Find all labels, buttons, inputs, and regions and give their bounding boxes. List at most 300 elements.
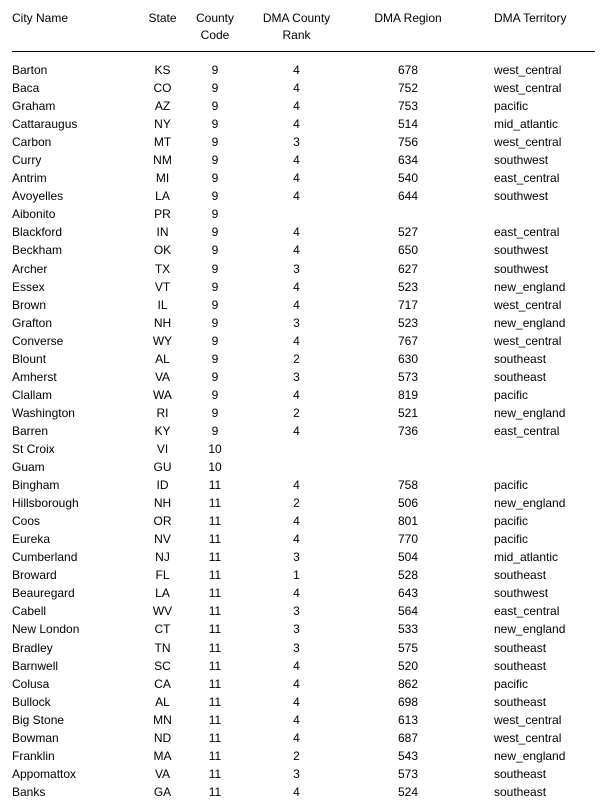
cell-state: ID xyxy=(156,478,169,493)
cell-dma-territory: southwest xyxy=(494,153,549,168)
cell-dma-region: 650 xyxy=(397,243,419,258)
table-row xyxy=(12,747,595,765)
cell-county-code: 9 xyxy=(211,387,219,402)
cell-dma-region: 564 xyxy=(397,604,419,619)
cell-city-name: Avoyelles xyxy=(12,189,64,204)
cell-county-code: 11 xyxy=(208,568,222,583)
col-header-state xyxy=(140,10,185,27)
cell-state: NJ xyxy=(155,550,170,565)
cell-city-name: St Croix xyxy=(12,441,55,456)
cell-dma-territory: west_central xyxy=(494,135,562,150)
cell-city-name: Bingham xyxy=(12,478,60,493)
cell-dma-territory: new_england xyxy=(494,315,566,330)
col-header-state-label: State xyxy=(148,11,177,25)
cell-county-code: 9 xyxy=(211,333,219,348)
cell-city-name: Big Stone xyxy=(12,712,65,727)
cell-dma-territory xyxy=(468,458,595,476)
cell-dma-county-rank: 3 xyxy=(293,640,300,655)
cell-state: GU xyxy=(153,460,172,475)
cell-county-code: 9 xyxy=(211,225,219,240)
cell-county-code: 9 xyxy=(211,135,219,150)
cell-dma-region: 717 xyxy=(397,297,419,312)
cell-dma-county-rank: 4 xyxy=(293,171,300,186)
cell-dma-territory: pacific xyxy=(494,532,529,547)
cell-county-code: 9 xyxy=(211,315,219,330)
cell-state: TX xyxy=(154,261,171,276)
cell-dma-territory: west_central xyxy=(494,63,562,77)
cell-county-code: 11 xyxy=(208,694,222,709)
cell-dma-county-rank: 4 xyxy=(293,423,300,438)
cell-city-name: Antrim xyxy=(12,171,47,186)
cell-dma-territory: southwest xyxy=(494,243,549,258)
table-row xyxy=(12,711,595,729)
cell-county-code: 11 xyxy=(208,712,222,727)
cell-city-name: Curry xyxy=(12,153,42,168)
cell-dma-region xyxy=(348,458,468,476)
cell-city-name: Bullock xyxy=(12,694,51,709)
cell-state: CT xyxy=(154,622,171,637)
cell-city-name: Franklin xyxy=(12,748,55,763)
cell-dma-territory: new_england xyxy=(494,496,566,511)
cell-county-code: 9 xyxy=(211,405,219,420)
cell-state: SC xyxy=(154,658,171,673)
table-row xyxy=(12,332,595,350)
cell-dma-county-rank: 4 xyxy=(293,387,300,402)
cell-dma-territory: east_central xyxy=(494,171,560,186)
cell-county-code: 11 xyxy=(208,766,222,781)
cell-city-name: Banks xyxy=(12,784,46,799)
col-header-city-name-label: City Name xyxy=(12,11,69,25)
cell-dma-territory xyxy=(468,205,595,223)
cell-dma-county-rank: 4 xyxy=(293,279,300,294)
cell-county-code: 9 xyxy=(211,423,219,438)
cell-dma-county-rank: 4 xyxy=(293,189,300,204)
cell-county-code: 11 xyxy=(208,622,222,637)
cell-county-code: 9 xyxy=(211,117,219,132)
cell-state: VT xyxy=(154,279,171,294)
cell-dma-region: 627 xyxy=(397,261,419,276)
cell-dma-region: 540 xyxy=(397,171,419,186)
cell-county-code: 10 xyxy=(208,460,222,475)
cell-county-code: 9 xyxy=(211,63,219,77)
cell-state: NY xyxy=(154,117,171,132)
cell-city-name: Coos xyxy=(12,514,41,529)
table-row xyxy=(12,494,595,512)
cell-state: IN xyxy=(156,225,169,240)
cell-dma-county-rank xyxy=(245,205,348,223)
cell-county-code: 9 xyxy=(211,207,219,222)
cell-state: MA xyxy=(153,748,172,763)
cell-county-code: 9 xyxy=(211,99,219,114)
table-row xyxy=(12,729,595,747)
cell-dma-region: 524 xyxy=(397,784,419,799)
cell-state: ND xyxy=(153,730,172,745)
cell-dma-region: 504 xyxy=(397,550,419,565)
cell-county-code: 11 xyxy=(208,748,222,763)
cell-state: FL xyxy=(155,568,170,583)
cell-state: RI xyxy=(156,405,169,420)
cell-state: VA xyxy=(154,369,171,384)
cell-city-name: Aibonito xyxy=(12,207,56,222)
table-row xyxy=(12,296,595,314)
cell-dma-region: 756 xyxy=(397,135,419,150)
cell-dma-county-rank: 4 xyxy=(293,117,300,132)
table-row xyxy=(12,422,595,440)
cell-county-code: 11 xyxy=(208,550,222,565)
cell-state: PR xyxy=(154,207,171,222)
cell-dma-region xyxy=(348,440,468,458)
cell-city-name: New London xyxy=(12,622,80,637)
cell-dma-county-rank: 2 xyxy=(293,405,300,420)
cell-dma-territory: southeast xyxy=(494,640,547,655)
cell-state: GA xyxy=(153,784,172,799)
table-row xyxy=(12,97,595,115)
cell-county-code: 9 xyxy=(211,81,219,96)
cell-city-name: Blount xyxy=(12,351,47,366)
col-header-county-code-label: County Code xyxy=(195,11,235,42)
cell-city-name: Barton xyxy=(12,63,48,77)
table-row xyxy=(12,79,595,97)
cell-dma-county-rank: 1 xyxy=(293,568,300,583)
cell-dma-region: 533 xyxy=(397,622,419,637)
cell-dma-territory: new_england xyxy=(494,279,566,294)
cell-dma-county-rank: 3 xyxy=(293,369,300,384)
cell-state: NH xyxy=(153,496,172,511)
cell-city-name: Baca xyxy=(12,81,40,96)
cell-county-code: 11 xyxy=(208,658,222,673)
cell-city-name: Appomattox xyxy=(12,766,77,781)
cell-dma-county-rank: 4 xyxy=(293,658,300,673)
cell-county-code: 9 xyxy=(211,171,219,186)
cell-dma-county-rank: 3 xyxy=(293,261,300,276)
cell-state: VA xyxy=(154,766,171,781)
cell-dma-territory xyxy=(468,440,595,458)
cell-dma-region: 527 xyxy=(397,225,419,240)
cell-dma-county-rank: 3 xyxy=(293,315,300,330)
table-row xyxy=(12,350,595,368)
col-header-city-name xyxy=(12,10,140,27)
cell-dma-county-rank: 4 xyxy=(293,730,300,745)
cell-dma-region: 687 xyxy=(397,730,419,745)
cell-dma-county-rank: 4 xyxy=(293,586,300,601)
cell-dma-region: 862 xyxy=(397,676,419,691)
cell-county-code: 11 xyxy=(208,676,222,691)
cell-county-code: 9 xyxy=(211,351,219,366)
cell-dma-county-rank: 4 xyxy=(293,225,300,240)
cell-dma-county-rank: 2 xyxy=(293,748,300,763)
cell-city-name: Amherst xyxy=(12,369,57,384)
cell-dma-territory: southeast xyxy=(494,658,547,673)
cell-dma-region: 678 xyxy=(397,63,419,77)
cell-county-code: 10 xyxy=(208,441,222,456)
cell-state: CA xyxy=(154,676,171,691)
col-header-dma-region-label: DMA Region xyxy=(374,11,442,25)
cell-dma-county-rank: 4 xyxy=(293,243,300,258)
cell-dma-region xyxy=(348,205,468,223)
cell-dma-county-rank: 3 xyxy=(293,135,300,150)
cell-dma-region: 634 xyxy=(397,153,419,168)
cell-dma-territory: mid_atlantic xyxy=(494,550,559,565)
cell-dma-territory: pacific xyxy=(494,676,529,691)
cell-city-name: Eureka xyxy=(12,532,51,547)
cell-dma-territory: southeast xyxy=(494,351,547,366)
cell-county-code: 11 xyxy=(208,586,222,601)
table-row xyxy=(12,187,595,205)
cell-state: NH xyxy=(153,315,172,330)
cell-dma-territory: west_central xyxy=(494,730,562,745)
cell-state: NM xyxy=(153,153,172,168)
table-row xyxy=(12,404,595,422)
cell-city-name: Cumberland xyxy=(12,550,78,565)
col-header-dma-region xyxy=(348,10,468,27)
cell-dma-region: 528 xyxy=(397,568,419,583)
cell-dma-county-rank: 4 xyxy=(293,676,300,691)
cell-dma-region: 543 xyxy=(397,748,419,763)
cell-dma-territory: west_central xyxy=(494,712,562,727)
cell-county-code: 11 xyxy=(208,784,222,799)
cell-state: LA xyxy=(155,189,170,204)
cell-city-name: Guam xyxy=(12,460,45,475)
cell-city-name: Brown xyxy=(12,297,47,312)
cell-dma-county-rank: 3 xyxy=(293,550,300,565)
table-row xyxy=(12,657,595,675)
cell-dma-territory: west_central xyxy=(494,297,562,312)
cell-dma-territory: east_central xyxy=(494,225,560,240)
cell-state: MT xyxy=(153,135,172,150)
cell-state: KY xyxy=(154,423,171,438)
cell-dma-territory: southeast xyxy=(494,694,547,709)
table-row xyxy=(12,602,595,620)
cell-dma-county-rank: 4 xyxy=(293,712,300,727)
cell-state: WY xyxy=(152,333,173,348)
table-row xyxy=(12,476,595,494)
table-row xyxy=(12,151,595,169)
cell-dma-region: 573 xyxy=(397,369,419,384)
cell-county-code: 11 xyxy=(208,478,222,493)
cell-dma-territory: southwest xyxy=(494,261,549,276)
cell-state: MN xyxy=(153,712,172,727)
col-header-dma-county-rank xyxy=(245,10,348,44)
cell-county-code: 9 xyxy=(211,279,219,294)
cell-dma-county-rank: 4 xyxy=(293,63,300,77)
cell-city-name: Cabell xyxy=(12,604,47,619)
cell-city-name: Graham xyxy=(12,99,56,114)
cell-county-code: 11 xyxy=(208,730,222,745)
cell-state: AL xyxy=(155,694,170,709)
col-header-dma-county-rank-label: DMA County Rank xyxy=(262,11,331,42)
cell-dma-territory: east_central xyxy=(494,423,560,438)
table-body xyxy=(12,61,595,801)
cell-state: OR xyxy=(153,514,172,529)
cell-city-name: Converse xyxy=(12,333,64,348)
cell-dma-territory: new_england xyxy=(494,622,566,637)
cell-city-name: Cattaraugus xyxy=(12,117,78,132)
cell-city-name: Clallam xyxy=(12,387,53,402)
cell-dma-region: 736 xyxy=(397,423,419,438)
col-header-dma-territory xyxy=(468,10,595,27)
cell-state: AZ xyxy=(154,99,171,114)
cell-dma-region: 752 xyxy=(397,81,419,96)
cell-dma-county-rank: 4 xyxy=(293,532,300,547)
cell-dma-territory: new_england xyxy=(494,405,566,420)
cell-dma-region: 575 xyxy=(397,640,419,655)
cell-dma-region: 613 xyxy=(397,712,419,727)
cell-county-code: 11 xyxy=(208,640,222,655)
table-row xyxy=(12,223,595,241)
cell-dma-region: 514 xyxy=(397,117,419,132)
table-row xyxy=(12,133,595,151)
cell-dma-region: 523 xyxy=(397,279,419,294)
cell-dma-county-rank xyxy=(245,440,348,458)
cell-state: LA xyxy=(155,586,170,601)
cell-dma-territory: mid_atlantic xyxy=(494,117,559,132)
cell-city-name: Bowman xyxy=(12,730,59,745)
cell-dma-county-rank: 4 xyxy=(293,514,300,529)
cell-dma-county-rank: 4 xyxy=(293,99,300,114)
table-row xyxy=(12,584,595,602)
cell-county-code: 9 xyxy=(211,153,219,168)
table-row xyxy=(12,530,595,548)
cell-dma-county-rank: 4 xyxy=(293,81,300,96)
table-row xyxy=(12,458,595,476)
cell-city-name: Blackford xyxy=(12,225,63,240)
cell-city-name: Essex xyxy=(12,279,45,294)
cell-dma-county-rank: 4 xyxy=(293,478,300,493)
cell-dma-region: 506 xyxy=(397,496,419,511)
cell-state: IL xyxy=(157,297,168,312)
col-header-dma-territory-label: DMA Territory xyxy=(494,11,567,25)
cell-dma-region: 644 xyxy=(397,189,419,204)
cell-dma-territory: southwest xyxy=(494,586,549,601)
cell-dma-county-rank: 4 xyxy=(293,297,300,312)
table-row xyxy=(12,205,595,223)
cell-county-code: 11 xyxy=(208,514,222,529)
cell-dma-territory: pacific xyxy=(494,514,529,529)
table-row xyxy=(12,314,595,332)
cell-dma-county-rank: 4 xyxy=(293,694,300,709)
cell-state: NV xyxy=(154,532,171,547)
cell-dma-territory: southwest xyxy=(494,189,549,204)
data-table xyxy=(12,6,595,801)
cell-state: CO xyxy=(153,81,172,96)
cell-dma-region: 770 xyxy=(397,532,419,547)
cell-dma-county-rank: 2 xyxy=(293,496,300,511)
table-row xyxy=(12,512,595,530)
cell-dma-county-rank: 2 xyxy=(293,351,300,366)
cell-city-name: Carbon xyxy=(12,135,52,150)
cell-city-name: Barren xyxy=(12,423,49,438)
cell-dma-region: 819 xyxy=(397,387,419,402)
cell-city-name: Bradley xyxy=(12,640,53,655)
cell-county-code: 9 xyxy=(211,297,219,312)
cell-dma-territory: southeast xyxy=(494,784,547,799)
cell-county-code: 9 xyxy=(211,261,219,276)
cell-dma-territory: pacific xyxy=(494,387,529,402)
cell-dma-region: 698 xyxy=(397,694,419,709)
table-row xyxy=(12,675,595,693)
cell-state: KS xyxy=(154,63,171,77)
cell-county-code: 11 xyxy=(208,496,222,511)
cell-county-code: 11 xyxy=(208,532,222,547)
cell-dma-region: 630 xyxy=(397,351,419,366)
cell-dma-county-rank xyxy=(245,458,348,476)
cell-state: AL xyxy=(155,351,170,366)
cell-dma-territory: new_england xyxy=(494,748,566,763)
cell-dma-region: 573 xyxy=(397,766,419,781)
cell-dma-territory: west_central xyxy=(494,333,562,348)
cell-state: VI xyxy=(156,441,169,456)
table-row xyxy=(12,639,595,657)
cell-city-name: Archer xyxy=(12,261,48,276)
cell-state: MI xyxy=(155,171,170,186)
cell-state: WV xyxy=(152,604,173,619)
cell-state: OK xyxy=(153,243,172,258)
table-header-row xyxy=(12,6,595,52)
table-row xyxy=(12,115,595,133)
table-row xyxy=(12,548,595,566)
cell-dma-territory: pacific xyxy=(494,478,529,493)
cell-dma-region: 520 xyxy=(397,658,419,673)
cell-dma-territory: west_central xyxy=(494,81,562,96)
cell-dma-territory: southeast xyxy=(494,766,547,781)
cell-dma-county-rank: 4 xyxy=(293,153,300,168)
cell-county-code: 9 xyxy=(211,243,219,258)
cell-city-name: Grafton xyxy=(12,315,53,330)
cell-dma-territory: southeast xyxy=(494,568,547,583)
cell-dma-territory: southeast xyxy=(494,369,547,384)
cell-dma-region: 758 xyxy=(397,478,419,493)
cell-city-name: Washington xyxy=(12,405,75,420)
cell-county-code: 9 xyxy=(211,369,219,384)
cell-city-name: Barnwell xyxy=(12,658,59,673)
table-row xyxy=(12,566,595,584)
cell-dma-territory: east_central xyxy=(494,604,560,619)
cell-dma-county-rank: 3 xyxy=(293,622,300,637)
table-row xyxy=(12,440,595,458)
cell-dma-county-rank: 4 xyxy=(293,784,300,799)
cell-dma-territory: pacific xyxy=(494,99,529,114)
cell-city-name: Colusa xyxy=(12,676,50,691)
cell-state: TN xyxy=(154,640,171,655)
table-row xyxy=(12,169,595,187)
cell-dma-county-rank: 4 xyxy=(293,333,300,348)
cell-city-name: Hillsborough xyxy=(12,496,79,511)
cell-dma-region: 643 xyxy=(397,586,419,601)
cell-city-name: Beckham xyxy=(12,243,63,258)
cell-county-code: 9 xyxy=(211,189,219,204)
cell-city-name: Beauregard xyxy=(12,586,75,601)
cell-state: WA xyxy=(153,387,172,402)
col-header-county-code xyxy=(185,10,245,44)
cell-dma-region: 767 xyxy=(397,333,419,348)
table-row xyxy=(12,386,595,404)
table-row xyxy=(12,241,595,259)
cell-dma-region: 801 xyxy=(397,514,419,529)
cell-dma-region: 753 xyxy=(397,99,419,114)
cell-dma-region: 523 xyxy=(397,315,419,330)
cell-dma-county-rank: 3 xyxy=(293,604,300,619)
table-row xyxy=(12,693,595,711)
table-row xyxy=(12,368,595,386)
table-row xyxy=(12,620,595,638)
table-row xyxy=(12,278,595,296)
cell-city-name: Broward xyxy=(12,568,57,583)
table-row xyxy=(12,783,595,801)
table-row xyxy=(12,260,595,278)
cell-county-code: 11 xyxy=(208,604,222,619)
table-row xyxy=(12,765,595,783)
cell-dma-region: 521 xyxy=(397,405,419,420)
